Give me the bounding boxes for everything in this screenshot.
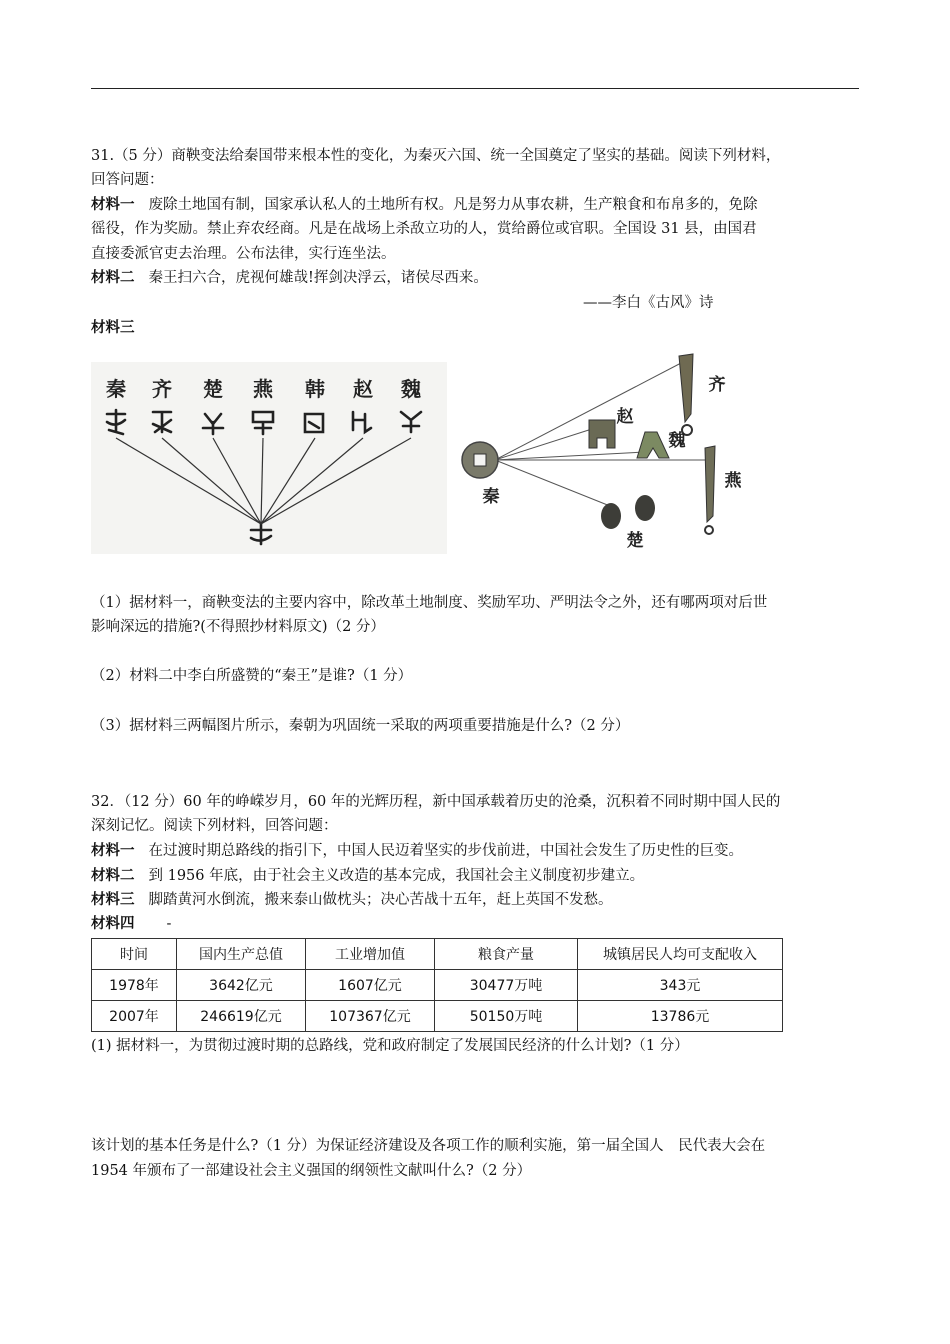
table-header: 工业增加值 — [306, 939, 435, 970]
table-cell: 30477万吨 — [435, 970, 578, 1001]
economic-data-table — [91, 938, 783, 1032]
q31-material-1-line-3: 直接委派官吏去治理。公布法律，实行连坐法。 — [91, 246, 396, 262]
material-label: 材料一 — [91, 197, 135, 213]
q31-poem-source: ——李白《古风》诗 — [583, 295, 714, 311]
yan-knife-coin — [705, 446, 715, 534]
table-header: 时间 — [92, 939, 177, 970]
material-text: 到 1956 年底，由于社会主义改造的基本完成，我国社会主义制度初步建立。 — [148, 868, 645, 884]
table-row — [92, 1001, 783, 1032]
material-label: 材料二 — [91, 270, 135, 286]
q31-question-1-line-2: 影响深远的措施?(不得照抄材料原文)（2 分） — [91, 619, 385, 635]
zhao-spade-coin — [589, 420, 615, 448]
coin-label-yan: 燕 — [724, 471, 742, 491]
table-cell: 107367亿元 — [306, 1001, 435, 1032]
q31-material-1 — [91, 195, 758, 215]
coin-label-zhao: 赵 — [616, 407, 634, 427]
material-label: 材料二 — [91, 868, 135, 884]
qin-coin — [462, 442, 498, 478]
state-label-yan: 燕 — [253, 377, 273, 401]
material-text: 废除土地国有制，国家承认私人的土地所有权。凡是努力从事农耕，生产粮食和布帛多的，免除 — [148, 197, 758, 213]
state-label-qin: 秦 — [106, 377, 126, 401]
q32-intro-line-2: 深刻记忆。阅读下列材料，回答问题： — [91, 818, 338, 834]
q32-material-3 — [91, 890, 613, 910]
material-label: 材料四 — [91, 916, 135, 932]
table-cell: 343元 — [578, 970, 783, 1001]
q32-intro-line-1: 32．（12 分）60 年的峥嵘岁月，60 年的光辉历程，新中国承载着历史的沧桑，沉积着不同时期中国人民的 — [91, 794, 781, 810]
material-text: 秦王扫六合，虎视何雄哉!挥剑决浮云，诸侯尽西来。 — [148, 270, 488, 286]
table-header: 国内生产总值 — [177, 939, 306, 970]
coin-label-wei: 魏 — [668, 431, 686, 451]
table-header-row — [92, 939, 783, 970]
material-label: 材料一 — [91, 843, 135, 859]
header-rule — [91, 88, 859, 89]
q32-material-2 — [91, 866, 644, 886]
table-cell: 1607亿元 — [306, 970, 435, 1001]
q31-material-3-label — [91, 318, 135, 338]
q31-question-2: （2）材料二中李白所盛赞的“秦王”是谁?（1 分） — [91, 668, 413, 684]
q31-question-1-line-1: （1）据材料一，商鞅变法的主要内容中，除改革土地制度、奖励军功、严明法令之外，还有哪两项对后世 — [91, 595, 768, 611]
q32-material-4 — [91, 914, 171, 934]
q32-question-1-cont-line-1: 该计划的基本任务是什么?（1 分）为保证经济建设及各项工作的顺利实施，第一届全国人 民代表大会在 — [91, 1138, 766, 1154]
wei-spade-coin — [637, 432, 669, 458]
coin-label-qin: 秦 — [482, 487, 500, 507]
table-cell: 1978年 — [92, 970, 177, 1001]
q31-material-1-line-2: 徭役，作为奖励。禁止弃农经商。凡是在战场上杀敌立功的人，赏给爵位或官职。全国设 31 县，由国君 — [91, 221, 757, 237]
q31-intro-line-2: 回答问题： — [91, 172, 164, 188]
state-label-zhao: 赵 — [353, 377, 373, 401]
table-header: 粮食产量 — [435, 939, 578, 970]
q31-question-3: （3）据材料三两幅图片所示，秦朝为巩固统一采取的两项重要措施是什么?（2 分） — [91, 718, 630, 734]
state-label-han: 韩 — [305, 377, 325, 401]
q31-intro-line-1: 31.（5 分）商鞅变法给秦国带来根本性的变化，为秦灭六国、统一全国奠定了坚实的基础。阅读下列材料， — [91, 148, 781, 164]
state-label-wei: 魏 — [401, 377, 421, 401]
seal-script-figure — [91, 362, 447, 554]
q32-question-1-cont-line-2: 1954 年颁布了一部建设社会主义强国的纲领性文献叫什么?（2 分） — [91, 1163, 532, 1179]
q31-material-2 — [91, 268, 488, 288]
material-label: 材料三 — [91, 320, 135, 336]
material-label: 材料三 — [91, 892, 135, 908]
material-text: 在过渡时期总路线的指引下，中国人民迈着坚实的步伐前进，中国社会发生了历史性的巨变。 — [148, 843, 743, 859]
coin-label-chu: 楚 — [626, 531, 644, 551]
material-text: 脚踏黄河水倒流，搬来泰山做枕头；决心苦战十五年，赶上英国不发愁。 — [148, 892, 613, 908]
coin-label-qi: 齐 — [708, 375, 726, 395]
table-row — [92, 970, 783, 1001]
table-cell: 3642亿元 — [177, 970, 306, 1001]
table-cell: 246619亿元 — [177, 1001, 306, 1032]
coins-figure — [455, 350, 775, 555]
table-header: 城镇居民人均可支配收入 — [578, 939, 783, 970]
chu-ant-nose-coins — [601, 495, 655, 529]
state-label-chu: 楚 — [203, 377, 223, 401]
table-cell: 50150万吨 — [435, 1001, 578, 1032]
q32-material-1 — [91, 841, 743, 861]
table-cell: 13786元 — [578, 1001, 783, 1032]
state-label-qi: 齐 — [152, 377, 172, 401]
table-cell: 2007年 — [92, 1001, 177, 1032]
qi-knife-coin — [679, 354, 693, 435]
material-dash: - — [166, 916, 172, 932]
q32-question-1: (1) 据材料一，为贯彻过渡时期的总路线，党和政府制定了发展国民经济的什么计划?（1 分） — [91, 1038, 689, 1054]
